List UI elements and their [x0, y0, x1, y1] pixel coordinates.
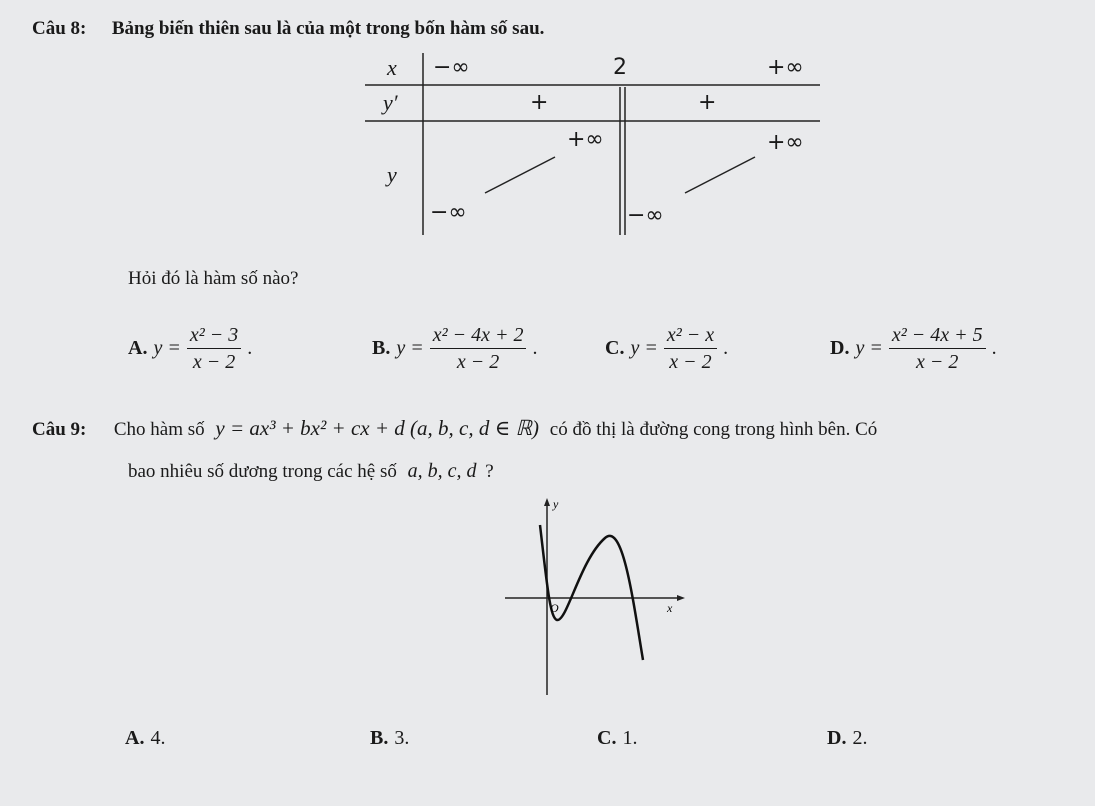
q9-formula: y = ax³ + bx² + cx + d (a, b, c, d ∈ ℝ)	[215, 416, 540, 440]
q9-line1	[32, 416, 877, 441]
y-top-right: +∞	[767, 130, 804, 155]
option-label: A.	[125, 727, 145, 749]
cubic-graph	[495, 490, 695, 700]
option-fraction	[187, 322, 241, 375]
fraction-denominator: x − 2	[916, 351, 959, 373]
option-end: .	[532, 337, 538, 359]
y-axis-arrow	[544, 498, 550, 506]
q8-header	[32, 18, 544, 40]
q9-option-d[interactable]	[827, 727, 867, 750]
y-axis-label: y	[553, 497, 559, 511]
option-label: A.	[128, 337, 148, 359]
q9-line2-end: ?	[485, 461, 494, 482]
fraction-denominator: x − 2	[456, 351, 500, 373]
y-bot-left: −∞	[430, 200, 467, 225]
option-lhs: y =	[855, 337, 883, 359]
q8-question: Hỏi đó là hàm số nào?	[128, 268, 299, 289]
option-end: .	[404, 727, 410, 749]
option-end: .	[160, 727, 166, 749]
option-end: .	[723, 337, 729, 359]
sign-right: +	[698, 90, 717, 115]
option-value: 3	[394, 727, 405, 749]
fraction-numerator: x² − 4x + 5	[889, 322, 986, 349]
fraction-numerator: x² − 4x + 2	[430, 322, 527, 349]
row-yp-label: y′	[383, 90, 398, 115]
option-fraction	[889, 322, 986, 375]
x-axis-label: x	[667, 601, 673, 615]
x-axis-arrow	[677, 595, 685, 601]
q9-option-c[interactable]	[597, 727, 637, 750]
option-lhs: y =	[396, 337, 424, 359]
q9-line2-pre: bao nhiêu số dương trong các hệ số	[128, 461, 397, 482]
fraction-numerator: x² − x	[664, 322, 717, 349]
q8-stem: Bảng biến thiên sau là của một trong bốn hàm số sau.	[111, 18, 545, 39]
q8-option-d[interactable]	[830, 322, 997, 375]
y-top-left: +∞	[567, 127, 604, 152]
q9-line2	[128, 460, 494, 483]
option-lhs: y =	[153, 337, 181, 359]
fraction-numerator: x² − 3	[187, 322, 241, 349]
option-label: C.	[597, 727, 617, 749]
q9-label: Câu 9:	[32, 419, 87, 440]
variation-table	[355, 45, 825, 240]
q9-line2-vars: a, b, c, d	[407, 460, 477, 482]
option-fraction	[430, 322, 527, 375]
option-label: D.	[827, 727, 847, 749]
option-value: 1	[622, 727, 633, 749]
option-end: .	[862, 727, 868, 749]
option-label: C.	[605, 337, 625, 359]
option-end: .	[247, 337, 253, 359]
option-label: B.	[372, 337, 391, 359]
option-fraction	[664, 322, 717, 375]
fraction-denominator: x − 2	[669, 351, 712, 373]
row-y-label: y	[387, 162, 397, 187]
q9-stem-pre: Cho hàm số	[113, 419, 205, 440]
q9-stem-post: có đồ thị là đường cong trong hình bên. Có	[549, 419, 878, 440]
origin-label: O	[550, 601, 559, 615]
option-end: .	[991, 337, 997, 359]
q9-option-a[interactable]	[125, 727, 165, 750]
q8-option-c[interactable]	[605, 322, 728, 375]
sign-left: +	[530, 90, 549, 115]
option-value: 4	[150, 727, 161, 749]
option-lhs: y =	[630, 337, 658, 359]
cubic-curve	[540, 525, 643, 660]
q8-label: Câu 8:	[32, 18, 87, 39]
option-label: B.	[370, 727, 389, 749]
fraction-denominator: x − 2	[192, 351, 236, 373]
y-bot-right: −∞	[627, 203, 664, 228]
q9-option-b[interactable]	[370, 727, 409, 750]
x-mid: 2	[613, 55, 627, 80]
x-neg-inf: −∞	[433, 55, 470, 80]
x-pos-inf: +∞	[767, 55, 804, 80]
q8-option-b[interactable]	[372, 322, 537, 375]
row-x-label: x	[387, 55, 397, 80]
q8-option-a[interactable]	[128, 322, 252, 375]
option-label: D.	[830, 337, 850, 359]
option-end: .	[632, 727, 638, 749]
option-value: 2	[852, 727, 863, 749]
